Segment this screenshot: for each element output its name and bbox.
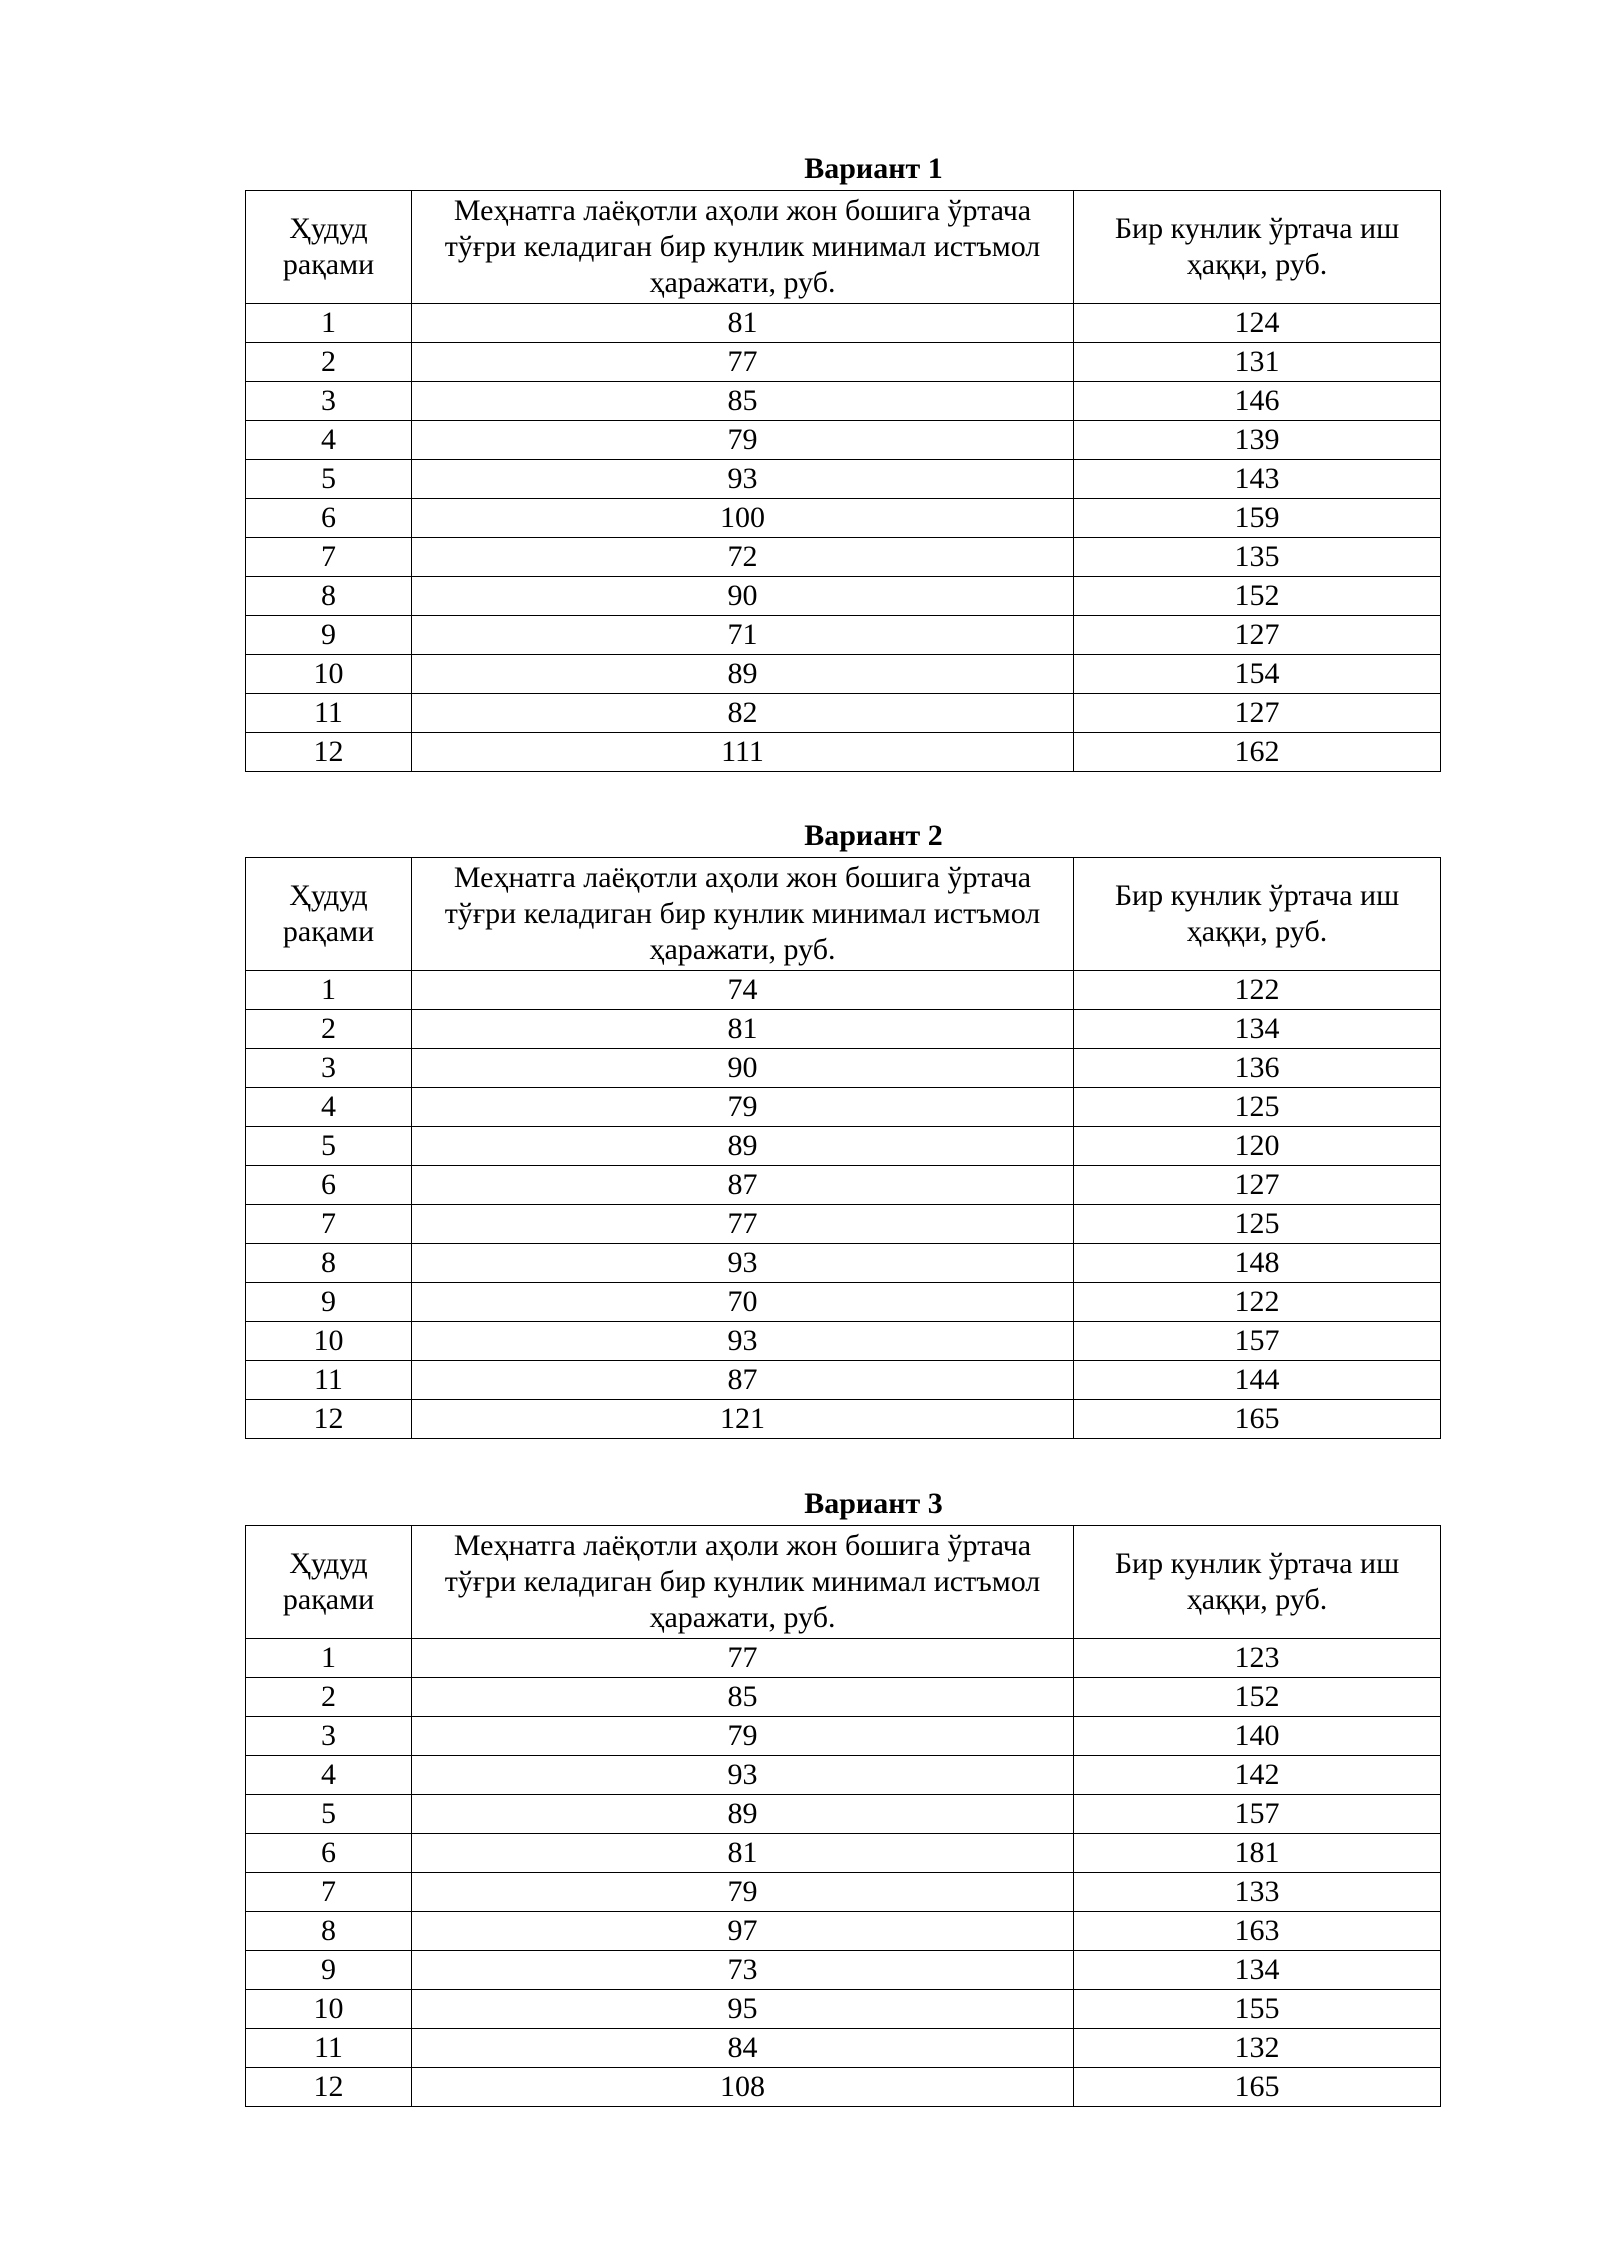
cell-region-number: 7 (246, 1205, 412, 1244)
cell-min-consumption-cost: 93 (412, 460, 1074, 499)
cell-min-consumption-cost: 77 (412, 343, 1074, 382)
cell-min-consumption-cost: 84 (412, 2029, 1074, 2068)
cell-avg-daily-wage: 162 (1074, 733, 1441, 772)
cell-avg-daily-wage: 122 (1074, 971, 1441, 1010)
cell-region-number: 12 (246, 733, 412, 772)
cell-avg-daily-wage: 122 (1074, 1283, 1441, 1322)
cell-region-number: 4 (246, 1088, 412, 1127)
cell-min-consumption-cost: 93 (412, 1322, 1074, 1361)
cell-avg-daily-wage: 136 (1074, 1049, 1441, 1088)
cell-min-consumption-cost: 79 (412, 1873, 1074, 1912)
table-row (246, 1049, 1441, 1088)
cell-region-number: 4 (246, 421, 412, 460)
cell-region-number: 5 (246, 1127, 412, 1166)
table-row (246, 1717, 1441, 1756)
header-region-number: Ҳудуд рақами (246, 191, 412, 304)
table-body (246, 971, 1441, 1439)
data-table (245, 1525, 1441, 2107)
cell-avg-daily-wage: 140 (1074, 1717, 1441, 1756)
cell-region-number: 6 (246, 1166, 412, 1205)
table-row (246, 304, 1441, 343)
cell-min-consumption-cost: 95 (412, 1990, 1074, 2029)
cell-region-number: 12 (246, 2068, 412, 2107)
header-avg-daily-wage: Бир кунлик ўртача иш ҳаққи, руб. (1074, 1526, 1441, 1639)
table-header-row (246, 1526, 1441, 1639)
cell-min-consumption-cost: 70 (412, 1283, 1074, 1322)
cell-region-number: 5 (246, 1795, 412, 1834)
table-row (246, 577, 1441, 616)
cell-min-consumption-cost: 81 (412, 1834, 1074, 1873)
cell-min-consumption-cost: 79 (412, 1088, 1074, 1127)
cell-avg-daily-wage: 124 (1074, 304, 1441, 343)
cell-avg-daily-wage: 139 (1074, 421, 1441, 460)
cell-min-consumption-cost: 100 (412, 499, 1074, 538)
cell-region-number: 7 (246, 538, 412, 577)
cell-avg-daily-wage: 120 (1074, 1127, 1441, 1166)
cell-region-number: 3 (246, 1717, 412, 1756)
header-avg-daily-wage: Бир кунлик ўртача иш ҳаққи, руб. (1074, 858, 1441, 971)
cell-avg-daily-wage: 155 (1074, 1990, 1441, 2029)
table-row (246, 382, 1441, 421)
cell-avg-daily-wage: 142 (1074, 1756, 1441, 1795)
cell-region-number: 10 (246, 655, 412, 694)
table-row (246, 1283, 1441, 1322)
cell-avg-daily-wage: 132 (1074, 2029, 1441, 2068)
cell-region-number: 1 (246, 1639, 412, 1678)
variant-title: Вариант 2 (804, 819, 943, 852)
cell-avg-daily-wage: 143 (1074, 460, 1441, 499)
table-row (246, 1166, 1441, 1205)
cell-min-consumption-cost: 108 (412, 2068, 1074, 2107)
header-min-consumption-cost: Меҳнатга лаёқотли аҳоли жон бошига ўртача тўғри келадиган бир кунлик минимал истъмол ҳаражати, руб. (412, 1526, 1074, 1639)
cell-avg-daily-wage: 127 (1074, 616, 1441, 655)
table-row (246, 460, 1441, 499)
cell-region-number: 8 (246, 1244, 412, 1283)
cell-min-consumption-cost: 89 (412, 1127, 1074, 1166)
table-row (246, 1795, 1441, 1834)
cell-avg-daily-wage: 154 (1074, 655, 1441, 694)
header-min-consumption-cost: Меҳнатга лаёқотли аҳоли жон бошига ўртача тўғри келадиган бир кунлик минимал истъмол ҳаражати, руб. (412, 191, 1074, 304)
table-row (246, 971, 1441, 1010)
cell-region-number: 7 (246, 1873, 412, 1912)
cell-min-consumption-cost: 79 (412, 1717, 1074, 1756)
table-row (246, 499, 1441, 538)
variant-section-2 (245, 815, 1440, 1439)
cell-min-consumption-cost: 111 (412, 733, 1074, 772)
cell-region-number: 1 (246, 971, 412, 1010)
cell-min-consumption-cost: 87 (412, 1166, 1074, 1205)
cell-region-number: 9 (246, 1951, 412, 1990)
cell-avg-daily-wage: 148 (1074, 1244, 1441, 1283)
table-row (246, 1912, 1441, 1951)
cell-avg-daily-wage: 146 (1074, 382, 1441, 421)
cell-avg-daily-wage: 163 (1074, 1912, 1441, 1951)
cell-region-number: 8 (246, 577, 412, 616)
table-row (246, 1205, 1441, 1244)
table-header-row (246, 191, 1441, 304)
data-table (245, 857, 1441, 1439)
cell-region-number: 5 (246, 460, 412, 499)
table-row (246, 1244, 1441, 1283)
table-row (246, 694, 1441, 733)
cell-min-consumption-cost: 81 (412, 1010, 1074, 1049)
cell-min-consumption-cost: 85 (412, 1678, 1074, 1717)
cell-min-consumption-cost: 81 (412, 304, 1074, 343)
header-region-number: Ҳудуд рақами (246, 1526, 412, 1639)
cell-min-consumption-cost: 90 (412, 577, 1074, 616)
table-row (246, 1088, 1441, 1127)
cell-min-consumption-cost: 93 (412, 1756, 1074, 1795)
table-row (246, 343, 1441, 382)
cell-min-consumption-cost: 121 (412, 1400, 1074, 1439)
cell-min-consumption-cost: 89 (412, 655, 1074, 694)
cell-avg-daily-wage: 165 (1074, 2068, 1441, 2107)
cell-region-number: 2 (246, 1010, 412, 1049)
cell-avg-daily-wage: 157 (1074, 1322, 1441, 1361)
cell-min-consumption-cost: 97 (412, 1912, 1074, 1951)
data-table (245, 190, 1441, 772)
cell-region-number: 11 (246, 1361, 412, 1400)
cell-avg-daily-wage: 181 (1074, 1834, 1441, 1873)
table-row (246, 1951, 1441, 1990)
cell-min-consumption-cost: 93 (412, 1244, 1074, 1283)
cell-min-consumption-cost: 79 (412, 421, 1074, 460)
cell-region-number: 10 (246, 1322, 412, 1361)
cell-min-consumption-cost: 89 (412, 1795, 1074, 1834)
cell-avg-daily-wage: 159 (1074, 499, 1441, 538)
cell-region-number: 1 (246, 304, 412, 343)
table-row (246, 1678, 1441, 1717)
table-row (246, 538, 1441, 577)
table-row (246, 1010, 1441, 1049)
table-body (246, 1639, 1441, 2107)
cell-avg-daily-wage: 165 (1074, 1400, 1441, 1439)
cell-region-number: 4 (246, 1756, 412, 1795)
table-row (246, 616, 1441, 655)
table-row (246, 655, 1441, 694)
cell-min-consumption-cost: 77 (412, 1639, 1074, 1678)
cell-min-consumption-cost: 71 (412, 616, 1074, 655)
cell-min-consumption-cost: 72 (412, 538, 1074, 577)
cell-min-consumption-cost: 73 (412, 1951, 1074, 1990)
variant-section-1 (245, 148, 1440, 772)
cell-region-number: 9 (246, 616, 412, 655)
cell-region-number: 8 (246, 1912, 412, 1951)
cell-min-consumption-cost: 87 (412, 1361, 1074, 1400)
cell-avg-daily-wage: 127 (1074, 1166, 1441, 1205)
variant-title: Вариант 1 (804, 152, 943, 185)
cell-avg-daily-wage: 152 (1074, 577, 1441, 616)
cell-region-number: 10 (246, 1990, 412, 2029)
table-row (246, 421, 1441, 460)
cell-avg-daily-wage: 125 (1074, 1205, 1441, 1244)
header-region-number: Ҳудуд рақами (246, 858, 412, 971)
cell-region-number: 9 (246, 1283, 412, 1322)
cell-avg-daily-wage: 125 (1074, 1088, 1441, 1127)
table-row (246, 1127, 1441, 1166)
cell-avg-daily-wage: 134 (1074, 1951, 1441, 1990)
cell-avg-daily-wage: 144 (1074, 1361, 1441, 1400)
table-row (246, 1322, 1441, 1361)
table-row (246, 733, 1441, 772)
cell-avg-daily-wage: 157 (1074, 1795, 1441, 1834)
table-row (246, 2068, 1441, 2107)
variant-section-3 (245, 1483, 1440, 2107)
table-row (246, 1639, 1441, 1678)
cell-min-consumption-cost: 90 (412, 1049, 1074, 1088)
cell-min-consumption-cost: 77 (412, 1205, 1074, 1244)
cell-region-number: 3 (246, 1049, 412, 1088)
header-min-consumption-cost: Меҳнатга лаёқотли аҳоли жон бошига ўртача тўғри келадиган бир кунлик минимал истъмол ҳаражати, руб. (412, 858, 1074, 971)
table-body (246, 304, 1441, 772)
table-row (246, 1834, 1441, 1873)
table-row (246, 1990, 1441, 2029)
cell-avg-daily-wage: 152 (1074, 1678, 1441, 1717)
cell-avg-daily-wage: 123 (1074, 1639, 1441, 1678)
cell-region-number: 6 (246, 1834, 412, 1873)
cell-region-number: 3 (246, 382, 412, 421)
cell-region-number: 12 (246, 1400, 412, 1439)
table-header-row (246, 858, 1441, 971)
cell-min-consumption-cost: 85 (412, 382, 1074, 421)
cell-min-consumption-cost: 74 (412, 971, 1074, 1010)
cell-avg-daily-wage: 135 (1074, 538, 1441, 577)
cell-region-number: 11 (246, 2029, 412, 2068)
cell-avg-daily-wage: 133 (1074, 1873, 1441, 1912)
table-row (246, 2029, 1441, 2068)
cell-avg-daily-wage: 134 (1074, 1010, 1441, 1049)
table-row (246, 1400, 1441, 1439)
table-row (246, 1873, 1441, 1912)
table-row (246, 1361, 1441, 1400)
cell-region-number: 11 (246, 694, 412, 733)
cell-avg-daily-wage: 127 (1074, 694, 1441, 733)
cell-region-number: 6 (246, 499, 412, 538)
cell-region-number: 2 (246, 1678, 412, 1717)
variant-title: Вариант 3 (804, 1487, 943, 1520)
cell-avg-daily-wage: 131 (1074, 343, 1441, 382)
table-row (246, 1756, 1441, 1795)
header-avg-daily-wage: Бир кунлик ўртача иш ҳаққи, руб. (1074, 191, 1441, 304)
cell-region-number: 2 (246, 343, 412, 382)
cell-min-consumption-cost: 82 (412, 694, 1074, 733)
